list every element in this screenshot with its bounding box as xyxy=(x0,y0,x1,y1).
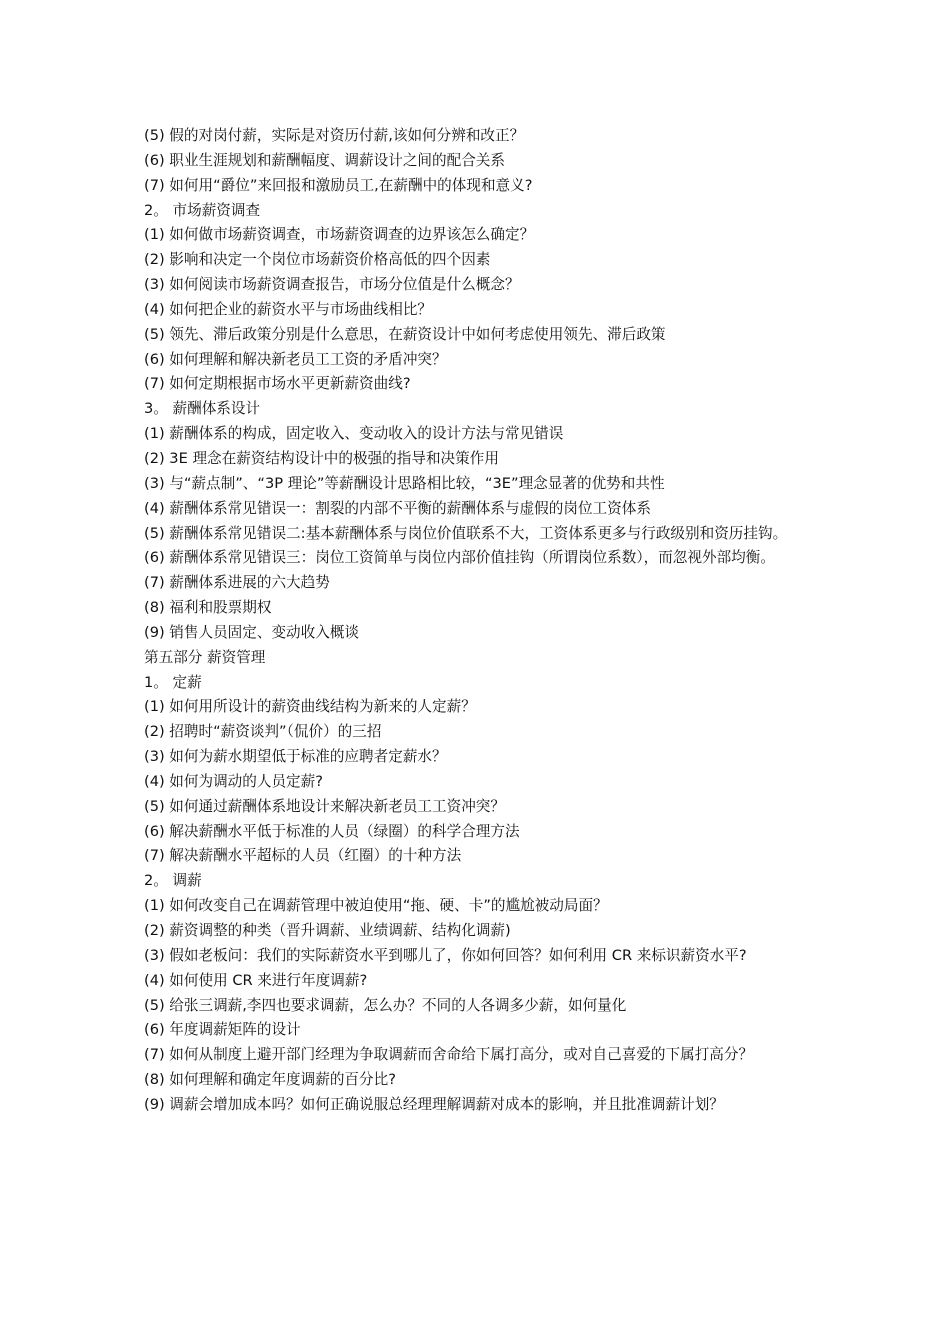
section-heading: 2。 调薪 xyxy=(144,872,202,890)
text-line: (2) 影响和决定一个岗位市场薪资价格高低的四个因素 xyxy=(144,251,491,269)
text-line: (1) 如何做市场薪资调查，市场薪资调查的边界该怎么确定？ xyxy=(144,226,535,244)
text-line: (4) 薪酬体系常见错误一：割裂的内部不平衡的薪酬体系与虚假的岗位工资体系 xyxy=(144,499,651,517)
section-heading: 2。 市场薪资调查 xyxy=(144,201,261,219)
text-line: (5) 假的对岗付薪，实际是对资历付薪,该如何分辨和改正？ xyxy=(144,127,525,144)
text-line: (2) 薪资调整的种类（晋升调薪、业绩调薪、结构化调薪) xyxy=(144,922,511,939)
text-line: (7) 如何用“爵位”来回报和激励员工,在薪酬中的体现和意义? xyxy=(144,176,533,194)
text-line: (3) 如何为薪水期望低于标准的应聘者定薪水？ xyxy=(144,748,447,766)
text-line: (4) 如何为调动的人员定薪? xyxy=(144,772,323,790)
text-line: (5) 薪酬体系常见错误二:基本薪酬体系与岗位价值联系不大，工资体系更多与行政级别和资历挂钩。 xyxy=(144,524,788,542)
section-heading: 3。 薪酬体系设计 xyxy=(144,400,261,418)
text-line: (8) 福利和股票期权 xyxy=(144,599,272,617)
text-line: (1) 如何用所设计的薪资曲线结构为新来的人定薪？ xyxy=(144,698,476,716)
text-line: (7) 如何定期根据市场水平更新薪资曲线? xyxy=(144,375,411,393)
text-line: (6) 年度调薪矩阵的设计 xyxy=(144,1021,301,1039)
text-line: (4) 如何使用 CR 来进行年度调薪? xyxy=(144,971,368,989)
text-line: (9) 销售人员固定、变动收入概谈 xyxy=(144,623,360,641)
text-line: (5) 如何通过薪酬体系地设计来解决新老员工工资冲突？ xyxy=(144,797,505,815)
text-line: (6) 薪酬体系常见错误三：岗位工资简单与岗位内部价值挂钩（所谓岗位系数），而忽视外部均衡。 xyxy=(144,549,775,567)
text-line: (6) 解决薪酬水平低于标准的人员（绿圈）的科学合理方法 xyxy=(144,822,520,840)
text-line: (7) 解决薪酬水平超标的人员（红圈）的十种方法 xyxy=(144,847,462,865)
text-line: (9) 调薪会增加成本吗？如何正确说服总经理理解调薪对成本的影响，并且批准调薪计划？ xyxy=(144,1095,724,1113)
part-heading: 第五部分 薪资管理 xyxy=(144,648,266,666)
text-line: (2) 招聘时“薪资谈判”（侃价）的三招 xyxy=(144,723,382,741)
text-line: (1) 薪酬体系的构成，固定收入、变动收入的设计方法与常见错误 xyxy=(144,425,564,443)
text-line: (7) 薪酬体系进展的六大趋势 xyxy=(144,574,330,592)
text-line: (3) 如何阅读市场薪资调查报告，市场分位值是什么概念？ xyxy=(144,276,520,294)
text-line: (2) 3E 理念在薪资结构设计中的极强的指导和决策作用 xyxy=(144,449,499,467)
text-line: (5) 领先、滞后政策分别是什么意思，在薪资设计中如何考虑使用领先、滞后政策 xyxy=(144,325,666,343)
document-body xyxy=(144,124,810,1118)
text-line: (7) 如何从制度上避开部门经理为争取调薪而舍命给下属打高分，或对自己喜爱的下属打高分？ xyxy=(144,1046,754,1064)
text-line: (3) 假如老板问：我们的实际薪资水平到哪儿了，你如何回答？如何利用 CR 来标识薪资水平? xyxy=(144,946,747,964)
text-line: (4) 如何把企业的薪资水平与市场曲线相比？ xyxy=(144,300,433,318)
text-line: (6) 职业生涯规划和薪酬幅度、调薪设计之间的配合关系 xyxy=(144,151,505,169)
text-line: (5) 给张三调薪,李四也要求调薪，怎么办？不同的人各调多少薪，如何量化 xyxy=(144,996,627,1014)
text-line: (3) 与“薪点制”、“3P 理论”等薪酬设计思路相比较，“3E”理念显著的优势和共性 xyxy=(144,474,665,492)
text-line: (1) 如何改变自己在调薪管理中被迫使用“拖、硬、卡”的尴尬被动局面？ xyxy=(144,897,608,915)
text-line: (8) 如何理解和确定年度调薪的百分比? xyxy=(144,1071,396,1089)
text-line: (6) 如何理解和解决新老员工工资的矛盾冲突？ xyxy=(144,350,447,368)
section-heading: 1。 定薪 xyxy=(144,673,202,691)
